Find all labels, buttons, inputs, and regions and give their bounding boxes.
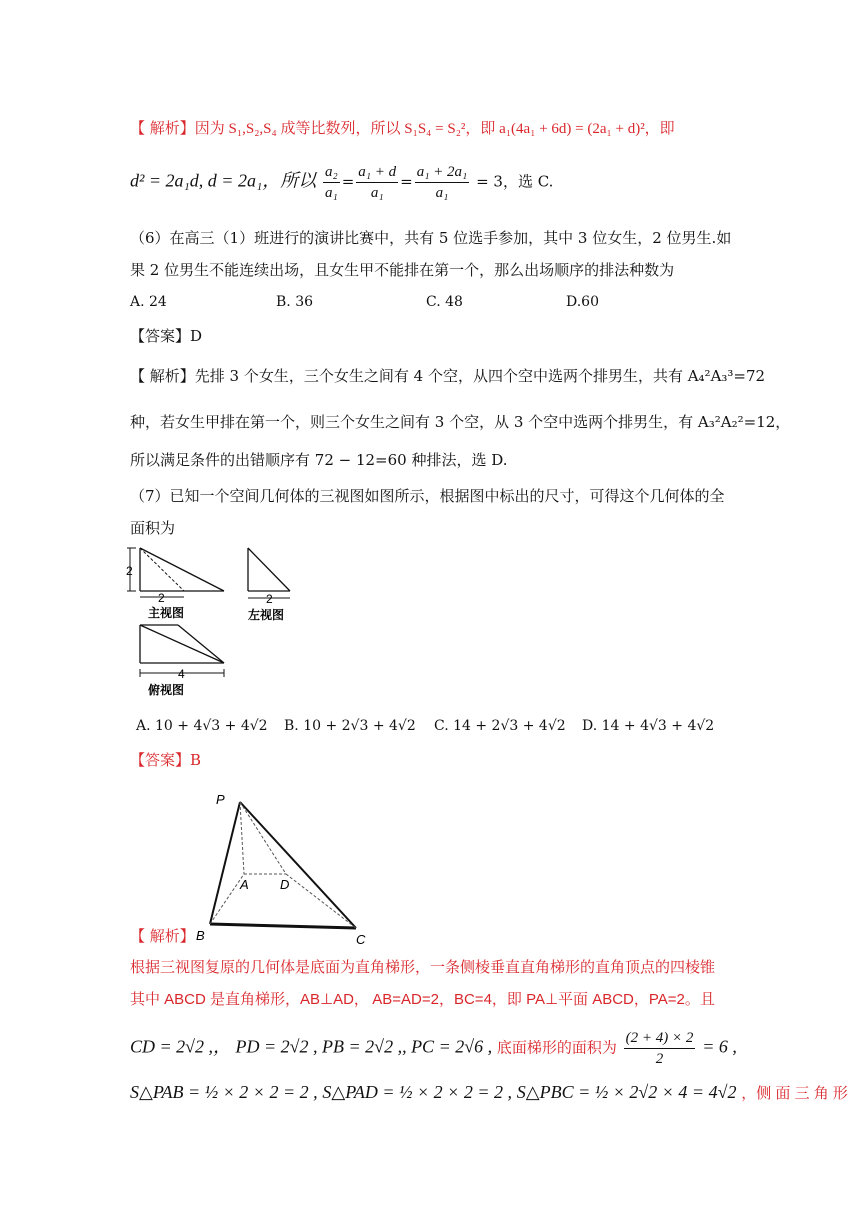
q5-conclusion: = 3，选 C. (476, 172, 554, 191)
q5-analysis-text: 因为 S₁,S₂,S₄ 成等比数列，所以 S₁S₄ = S₂²，即 a₁(4a₁ + 6d) = (2a₁ + d)²，即 (194, 121, 675, 137)
q7-option-c: C. 14 + 2√3 + 4√2 (434, 718, 566, 734)
analysis-label: 【 解析】 (130, 119, 195, 137)
left-dim: 2 (266, 592, 273, 606)
q6-option-d: D.60 (566, 294, 599, 310)
q6-analysis-line2: 种，若女生甲排在第一个，则三个女生之间有 3 个空，从 3 个空中选两个排男生，有 A₃²A₂²=12， (130, 413, 791, 431)
top-view (140, 625, 224, 697)
q6-option-c: C. 48 (426, 294, 463, 310)
q6-stem-line1: （6）在高三（1）班进行的演讲比赛中，共有 5 位选手参加，其中 3 位女生，2 位男生.如 (130, 229, 732, 247)
pyramid-figure (196, 788, 386, 948)
fraction: $\frac{\text{a₁ + 2a₁}}{\text{a₁}}$ (416, 164, 468, 201)
q5-equation: d² = 2a₁d, d = 2a₁，所以 (130, 170, 317, 191)
q7-analysis-label: 【 解析】 (130, 927, 195, 945)
front-dim-w: 2 (158, 591, 165, 605)
front-dim-h: 2 (126, 564, 133, 578)
q6-option-b: B. 36 (276, 294, 314, 310)
analysis-label: 【 解析】 (130, 367, 195, 385)
vertex-c: C (356, 932, 366, 947)
line4-tail: ，侧 面 三 角 形 (741, 1085, 848, 1102)
vertex-b: B (196, 928, 205, 943)
q7-answer: 【答案】B (130, 751, 202, 769)
fraction: $\frac{\text{a₂}}{\text{a₁}}$ (325, 164, 338, 201)
q6-analysis-text: 先排 3 个女生，三个女生之间有 4 个空，从四个空中选两个排男生，共有 A₄²A₃³=72 (194, 367, 766, 385)
q6-analysis-line1 (130, 366, 766, 386)
q6-answer: 【答案】D (130, 327, 203, 345)
vertex-a: A (240, 877, 249, 892)
q7-option-a: A. 10 + 4√3 + 4√2 (136, 718, 268, 734)
q5-analysis-line2: d² = 2a₁d, d = 2a₁，所以 $\frac{\text{a₂}}{\text{a₁}}$ = $\frac{\text{a₁ + d}}{\text{a₁}}$ = $\frac{\text{a₁ + 2a₁}}{\text{a₁}}$ = 3，选 C. (130, 164, 554, 201)
q7-option-b: B. 10 + 2√3 + 4√2 (284, 718, 416, 734)
top-dim: 4 (178, 667, 185, 681)
area-fraction: $\frac{(2 + 4) \times 2}{2}$ (625, 1030, 694, 1067)
left-view (244, 545, 306, 625)
q7-stem-line1: （7）已知一个空间几何体的三视图如图所示，根据图中标出的尺寸，可得这个几何体的全 (130, 487, 725, 505)
vertex-p: P (216, 792, 225, 807)
area-pbc: S△PBC = ½ × 2√2 × 4 = 4√2 (516, 1082, 737, 1102)
vertex-d: D (280, 877, 290, 892)
q6-analysis-line3: 所以满足条件的出错顺序有 72 − 12=60 种排法，选 D. (130, 451, 508, 469)
area-result: = 6 , (702, 1036, 737, 1057)
q7-option-d: D. 14 + 4√3 + 4√2 (582, 718, 715, 734)
fraction: $\frac{\text{a₁ + d}}{\text{a₁}}$ (358, 164, 397, 201)
front-view (126, 548, 224, 620)
front-view-label: 主视图 (148, 606, 185, 620)
q7-analysis-line4 (130, 1082, 848, 1104)
area-pab: S△PAB = ½ × 2 × 2 = 2 , (130, 1082, 318, 1102)
area-pad: S△PAD = ½ × 2 × 2 = 2 , (322, 1082, 512, 1102)
top-view-label: 俯视图 (148, 683, 185, 697)
q6-option-a: A. 24 (130, 294, 167, 310)
q7-analysis-line2: 其中 ABCD 是直角梯形，AB⊥AD， AB=AD=2，BC=4，即 PA⊥平面 ABCD，PA=2。且 (130, 991, 715, 1008)
q7-analysis-line1: 根据三视图复原的几何体是底面为直角梯形，一条侧棱垂直直角梯形的直角顶点的四棱锥 (130, 959, 716, 976)
q5-analysis-line1 (130, 118, 740, 139)
q6-stem-line2: 果 2 位男生不能连续出场，且女生甲不能排在第一个，那么出场顺序的排法种数为 (130, 261, 675, 279)
left-view-label: 左视图 (248, 608, 285, 622)
edge-lengths: CD = 2√2 ,， PD = 2√2 , PB = 2√2 ,, PC = 2√6 , (130, 1036, 493, 1057)
q7-stem-line2: 面积为 (130, 519, 176, 537)
q7-analysis-line3 (130, 1028, 740, 1069)
area-text: 底面梯形的面积为 (496, 1039, 617, 1057)
